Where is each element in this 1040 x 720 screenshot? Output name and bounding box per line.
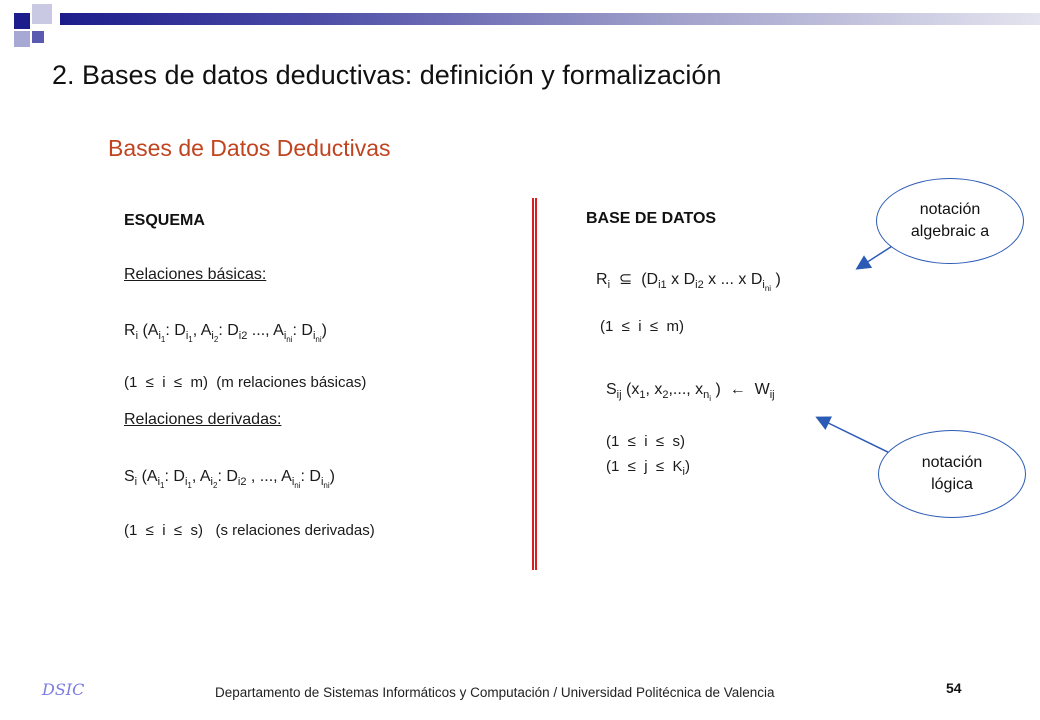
database-heading: BASE DE DATOS	[586, 210, 717, 227]
logic-notation-text: notación lógica	[921, 454, 983, 493]
footer-text: Departamento de Sistemas Informáticos y Computación / Universidad Politécnica de Valencia	[215, 685, 775, 700]
derived-relation-formula: $S_i$ ($A_{i_1}$: $D_{i_1}$, $A_{i_2}$: $D_{i2}$ , ..., $A_{i_{ni}}$: $D_{i_{ni}}$)	[124, 468, 335, 490]
schema-heading: ESQUEMA	[124, 212, 205, 229]
page-number: 54	[946, 680, 962, 696]
basic-relations-label: Relaciones básicas:	[124, 266, 267, 283]
algebraic-notation-text: notación algebraic a	[910, 201, 990, 240]
logic-rule: $S_{ij}$ ($x_1$, $x_2$,..., $x_{n_i}$ ) ← $W_{ij}$	[606, 381, 775, 403]
logic-notation-callout	[878, 430, 1026, 518]
page-title: 2. Bases de datos deductivas: definición y formalización	[52, 60, 722, 90]
derived-relations-label: Relaciones derivadas:	[124, 411, 282, 428]
section-subtitle: Bases de Datos Deductivas	[108, 135, 391, 161]
derived-relations-range: (1 ≤ i ≤ s) (s relaciones derivadas)	[124, 522, 375, 539]
algebraic-notation-callout	[876, 178, 1024, 264]
basic-relations-range: (1 ≤ i ≤ m) (m relaciones básicas)	[124, 374, 367, 391]
algebraic-formula: $R_i$ ⊆ ($D_{i1}$ x $D_{i2}$ x ... x $D_{i_{ni}}$ )	[596, 271, 781, 293]
logic-range-i: (1 ≤ i ≤ s)	[606, 433, 685, 450]
logic-range-j: $(1 \le j \le K_i)$	[606, 458, 690, 478]
algebraic-range: (1 ≤ i ≤ m)	[600, 318, 684, 335]
basic-relation-formula: $R_i$ ($A_{i_1}$: $D_{i_1}$, $A_{i_2}$: $D_{i2}$ ..., $A_{i_{ni}}$: $D_{i_{ni}}$)	[124, 322, 327, 344]
dsic-logo: DSIC	[42, 680, 85, 699]
